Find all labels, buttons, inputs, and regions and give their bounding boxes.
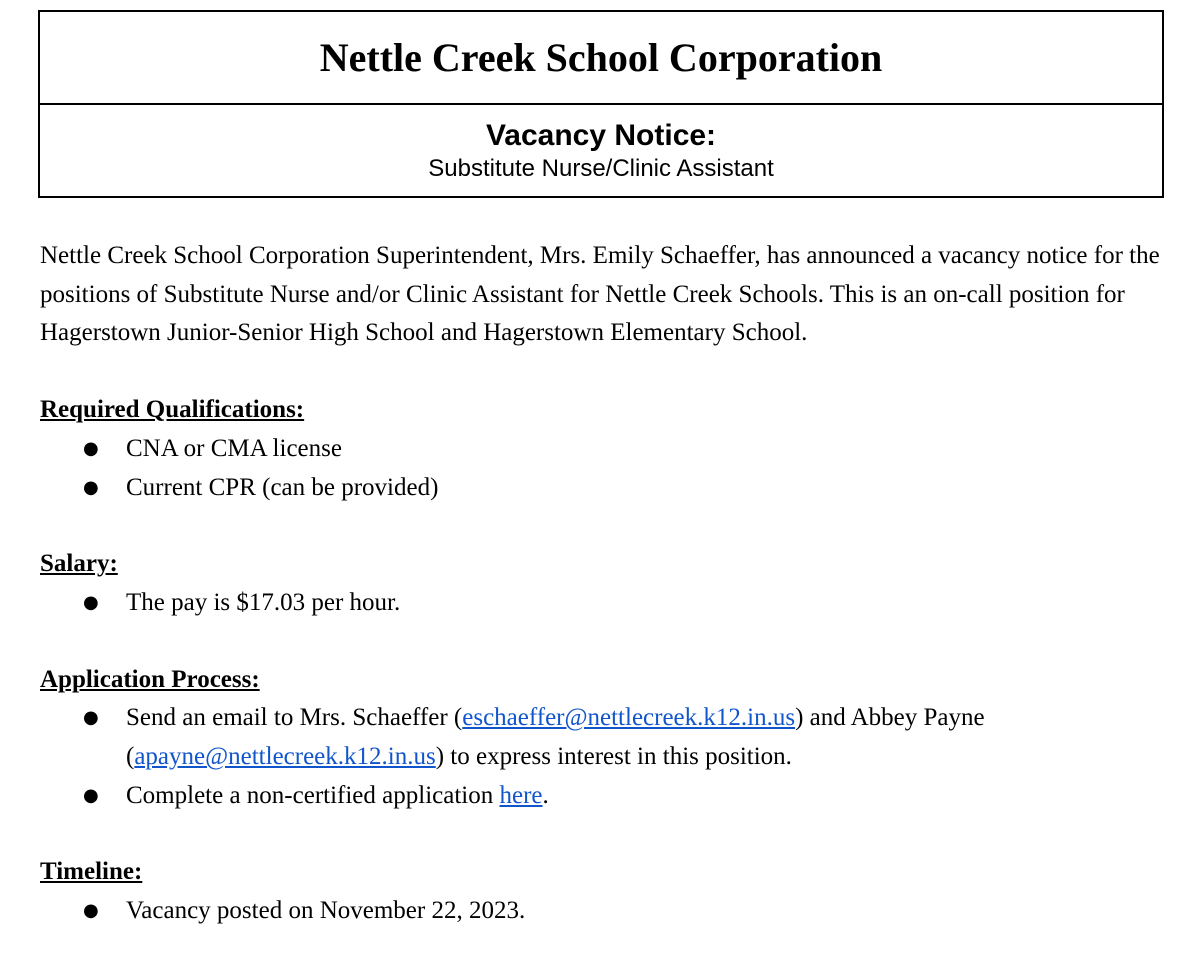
application-link[interactable]: here [499,781,543,809]
text-segment: ) to express interest in this position. [435,743,792,771]
notice-heading: Vacancy Notice: [485,119,717,152]
salary-heading: Salary: [40,550,118,578]
list-item-text [126,782,549,809]
application-list [40,699,1170,815]
bullet-icon: ● [83,476,99,498]
list-item [40,430,1170,469]
email-link-payne[interactable]: apayne@nettlecreek.k12.in.us [134,743,436,771]
application-section [40,661,1170,816]
salary-list [40,584,1170,623]
list-item [40,699,1170,776]
header-box [38,10,1164,198]
salary-section [40,545,1170,622]
timeline-heading: Timeline: [40,858,143,886]
header-title-row [40,12,1162,105]
organization-title: Nettle Creek School Corporation [319,34,883,80]
list-item [40,584,1170,623]
bullet-icon: ● [83,591,99,613]
qualifications-heading: Required Qualifications: [40,396,305,424]
list-item-text: CNA or CMA license [126,434,342,462]
list-item [40,892,1170,931]
list-item-text: Current CPR (can be provided) [126,473,439,501]
list-item-text [126,704,985,770]
timeline-section [40,853,1170,930]
bullet-icon: ● [83,707,99,729]
header-notice-row [40,105,1162,198]
application-heading: Application Process: [40,665,260,693]
text-segment: Complete a non-certified application [126,781,500,809]
list-item [40,469,1170,508]
qualifications-list [40,430,1170,507]
intro-paragraph: Nettle Creek School Corporation Superintendent, Mrs. Emily Schaeffer, has announced a vacancy notice for the positions of Substitute Nurse and/or Clinic Assistant for Nettle Creek Schools. This is an on-call position for Hagerstown Junior-Senior High School and Hagerstown Elementary School. [40,242,1160,347]
position-title: Substitute Nurse/Clinic Assistant [428,155,774,182]
document-body [40,237,1170,969]
qualifications-section [40,391,1170,507]
list-item-text: The pay is $17.03 per hour. [126,588,401,616]
text-segment: . [542,781,549,809]
text-segment: Send an email to Mrs. Schaeffer ( [126,704,463,732]
list-item-text: Vacancy posted on November 22, 2023. [126,897,526,925]
bullet-icon: ● [83,784,99,806]
email-link-schaeffer[interactable]: eschaeffer@nettlecreek.k12.in.us [462,704,796,732]
list-item [40,777,1170,816]
text-segment: ) and Abbey Payne ( [126,704,985,771]
bullet-icon: ● [83,437,99,459]
bullet-icon: ● [83,900,99,922]
timeline-list [40,892,1170,931]
